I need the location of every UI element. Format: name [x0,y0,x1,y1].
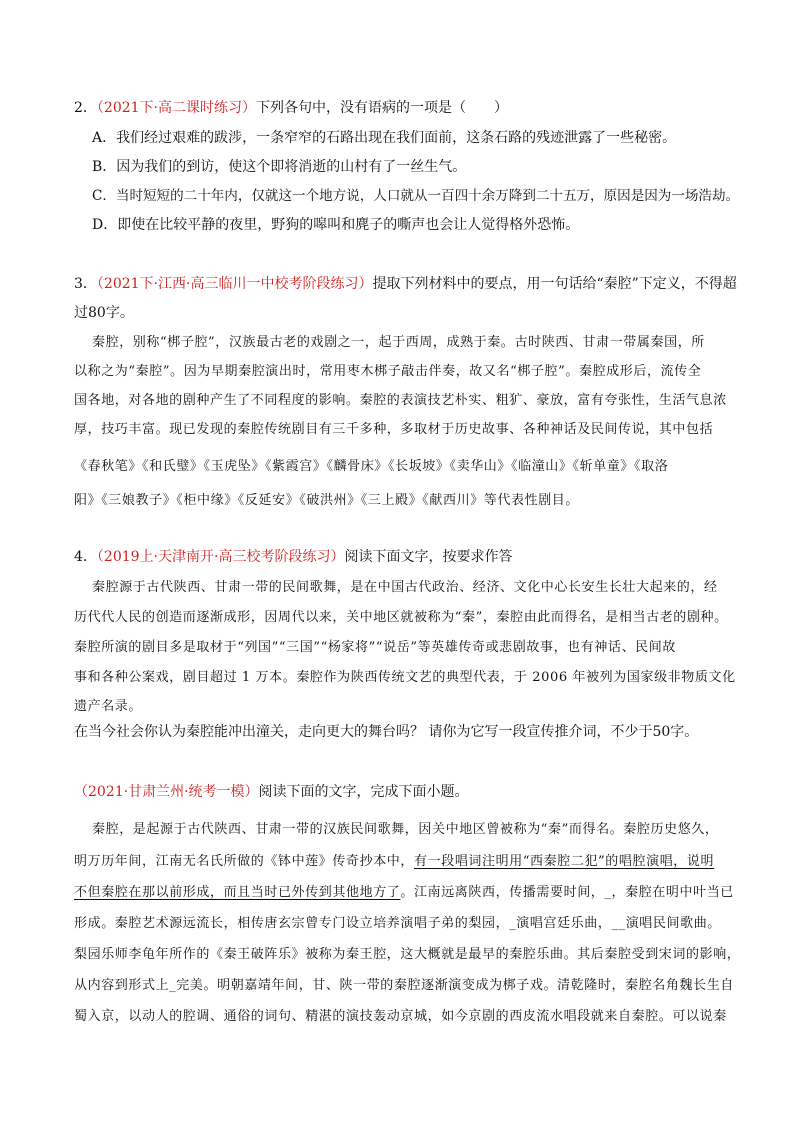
question-number: 3． [74,276,97,292]
passage-line: 厚，技巧丰富。现已发现的秦腔传统剧目有三千多种，多取材于历史故事、各种神话及民间传说，其中包括 [74,422,714,437]
question-source: （2021下·江西·高三临川一中校考阶段练习） [96,276,373,292]
option-c: C．当时短短的二十年内，仅就这一个地方说，人口就从一百四十余万降到二十五万，原因是因为一场浩劫。 [92,188,740,204]
question-source: （2021下·高二课时练习） [96,100,257,116]
option-d: D．即使在比较平静的夜里，野狗的嗥叫和麂子的嘶声也会让人觉得格外恐怖。 [92,217,580,233]
option-b: B．因为我们的到访，使这个即将消逝的山村有了一丝生气。 [92,159,467,175]
question-number: 2． [74,100,97,116]
question-text: 提取下列材料中的要点，用一句话给“秦腔”下定义，不得超 [372,276,737,292]
question-5-stem [74,782,469,802]
question-text: 阅读下面的文字，完成下面小题。 [258,784,469,800]
passage-line: 《春秋笔》《和氏璧》《玉虎坠》《紫霞宫》《麟骨床》《长坂坡》《卖华山》《临潼山》《斩单童》《取洛 [74,459,669,474]
passage-text: 。江南远离陕西，传播需要时间，_，秦腔在明中叶当已 [400,885,734,900]
passage-line: 国各地，对各地的剧种产生了不同程度的影响。秦腔的表演技艺朴实、粗犷、豪放，富有夸张性，生活气息浓 [74,393,727,408]
passage-line: 从内容到形式上_完美。明朝嘉靖年间，甘、陕一带的秦腔逐渐演变成为梆子戏。清乾隆时，秦腔名角魏长生自 [74,978,734,993]
passage-line: 秦腔所演的剧目多是取材于“列国”“三国”“杨家将”“说岳”等英雄传奇或悲剧故事，也有神话、民间故 [74,640,676,655]
passage-line: 事和各种公案戏，剧目超过 1 万本。秦腔作为陕西传统文艺的典型代表，于 2006 年被列为国家级非物质文化 [74,670,736,685]
question-number: 4． [74,549,97,565]
passage-text: 明万历年间，江南无名氏所做的《钵中莲》传奇抄本中， [74,854,415,869]
question-source: （2021·甘肃兰州·统考一模） [74,784,259,800]
passage-line: 以称之为“秦腔”。因为早期秦腔演出时，常用枣木梆子敲击伴奏，故又名“梆子腔”。秦腔成形后，流传全 [74,364,702,379]
question-4-stem [74,547,512,567]
passage-line: 遗产名录。 [74,699,143,714]
passage-line: 形成。秦腔艺术源远流长，相传唐玄宗曾专门设立培养演唱子弟的梨园，_演唱宫廷乐曲，__演唱民间歌曲。 [74,916,721,931]
passage-line: 蜀入京，以动人的腔调、通俗的词句、精湛的演技轰动京城，如今京剧的西皮流水唱段就来自秦腔。可以说秦 [74,1009,727,1024]
option-a: A．我们经过艰难的跋涉，一条窄窄的石路出现在我们面前，这条石路的残迹泄露了一些秘密。 [92,130,677,146]
question-source: （2019上·天津南开·高三校考阶段练习） [96,549,345,565]
question-3-stem [74,274,737,294]
underlined-sentence: 有一段唱词注明用“西秦腔二犯”的唱腔演唱，说明 [414,854,715,869]
underlined-sentence: 不但秦腔在那以前形成，而且当时已外传到其他地方了 [74,885,401,900]
question-text: 阅读下面文字，按要求作答 [344,549,513,565]
passage-line [74,883,734,903]
passage-line: 秦腔，别称“梆子腔”，汉族最古老的戏剧之一，起于西周，成熟于秦。古时陕西、甘肃一带属秦国，所 [92,335,705,350]
passage-line: 秦腔，是起源于古代陕西、甘肃一带的汉族民间歌舞，因关中地区曾被称为“秦”而得名。秦腔历史悠久， [92,822,719,837]
question-text-continued: 过80字。 [74,305,134,321]
question-text: 下列各句中，没有语病的一项是（ ） [256,100,509,116]
passage-line: 阳》《三娘教子》《柜中缘》《反延安》《破洪州》《三上殿》《献西川》等代表性剧目。 [74,493,580,508]
question-2-stem [74,98,508,118]
passage-line: 梨园乐师李龟年所作的《秦王破阵乐》被称为秦王腔，这大概就是最早的秦腔乐曲。其后秦腔受到宋词的影响， [74,947,741,962]
question-4-ask: 在当今社会你认为秦腔能冲出潼关，走向更大的舞台吗？ 请你为它写一段宣传推介词，不少于50字。 [74,724,699,740]
passage-line: 秦腔源于古代陕西、甘肃一带的民间歌舞，是在中国古代政治、经济、文化中心长安生长壮大起来的，经 [92,580,718,595]
passage-line: 历代代人民的创造而逐渐成形，因周代以来，关中地区就被称为“秦”，秦腔由此而得名，是相当古老的剧种。 [74,610,728,625]
passage-line [74,852,714,872]
